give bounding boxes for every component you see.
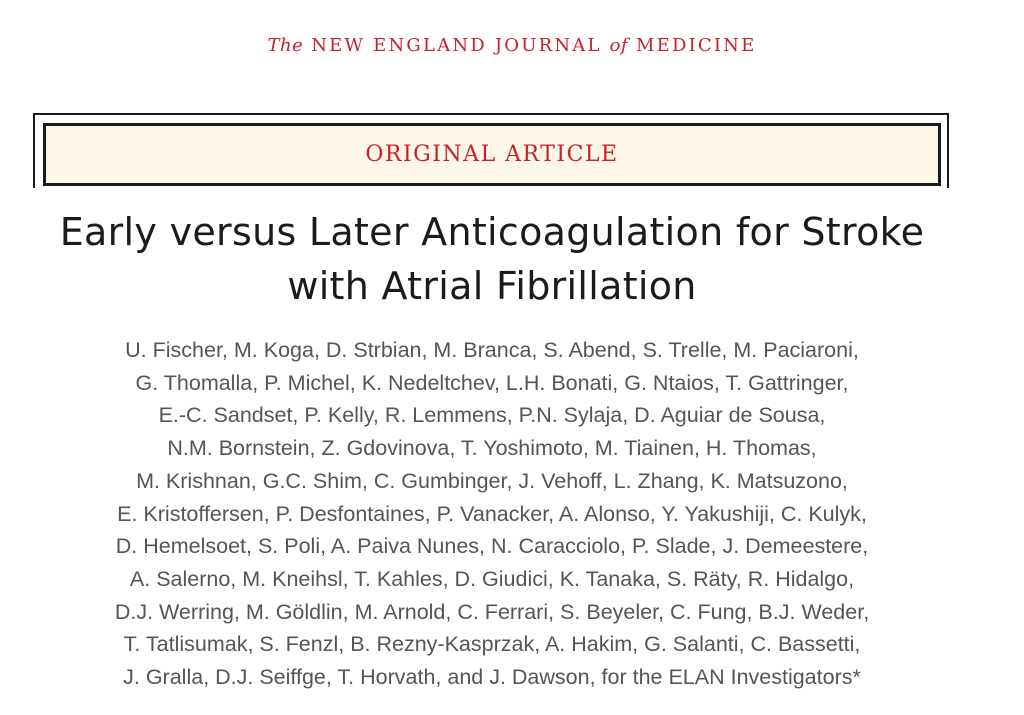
author-line: E.-C. Sandset, P. Kelly, R. Lemmens, P.N. Sylaja, D. Aguiar de Sousa, [158,403,826,428]
author-line: E. Kristoffersen, P. Desfontaines, P. Vanacker, A. Alonso, Y. Yakushiji, C. Kulyk, [117,501,867,526]
author-line: J. Gralla, D.J. Seiffge, T. Horvath, and J. Dawson, for the ELAN Investigators* [123,665,861,690]
author-line: M. Krishnan, G.C. Shim, C. Gumbinger, J. Vehoff, L. Zhang, K. Matsuzono, [136,468,848,493]
author-line: A. Salerno, M. Kneihsl, T. Kahles, D. Giudici, K. Tanaka, S. Räty, R. Hidalgo, [129,566,855,591]
article-title-line-2: with Atrial Fibrillation [287,264,697,308]
article-type-label: ORIGINAL ARTICLE [365,142,619,167]
masthead-of: of [609,35,629,56]
article-title-line-1: Early versus Later Anticoagulation for Stroke [59,210,925,254]
masthead-the: The [267,35,304,56]
author-list [0,334,984,694]
article-title [0,205,984,313]
masthead-name-part2: MEDICINE [635,35,757,56]
article-type-banner [43,123,941,186]
author-line: T. Tatlisumak, S. Fenzl, B. Rezny-Kasprzak, A. Hakim, G. Salanti, C. Bassetti, [123,632,861,657]
author-line: N.M. Bornstein, Z. Gdovinova, T. Yoshimoto, M. Tiainen, H. Thomas, [167,436,817,461]
journal-masthead [0,34,1024,58]
author-line: G. Thomalla, P. Michel, K. Nedeltchev, L.H. Bonati, G. Ntaios, T. Gattringer, [135,370,849,395]
author-line: D.J. Werring, M. Göldlin, M. Arnold, C. Ferrari, S. Beyeler, C. Fung, B.J. Weder, [114,599,870,624]
author-line: D. Hemelsoet, S. Poli, A. Paiva Nunes, N. Caracciolo, P. Slade, J. Demeestere, [115,534,869,559]
author-line: U. Fischer, M. Koga, D. Strbian, M. Branca, S. Abend, S. Trelle, M. Paciaroni, [125,338,859,362]
masthead-name-part1: NEW ENGLAND JOURNAL [311,35,602,56]
